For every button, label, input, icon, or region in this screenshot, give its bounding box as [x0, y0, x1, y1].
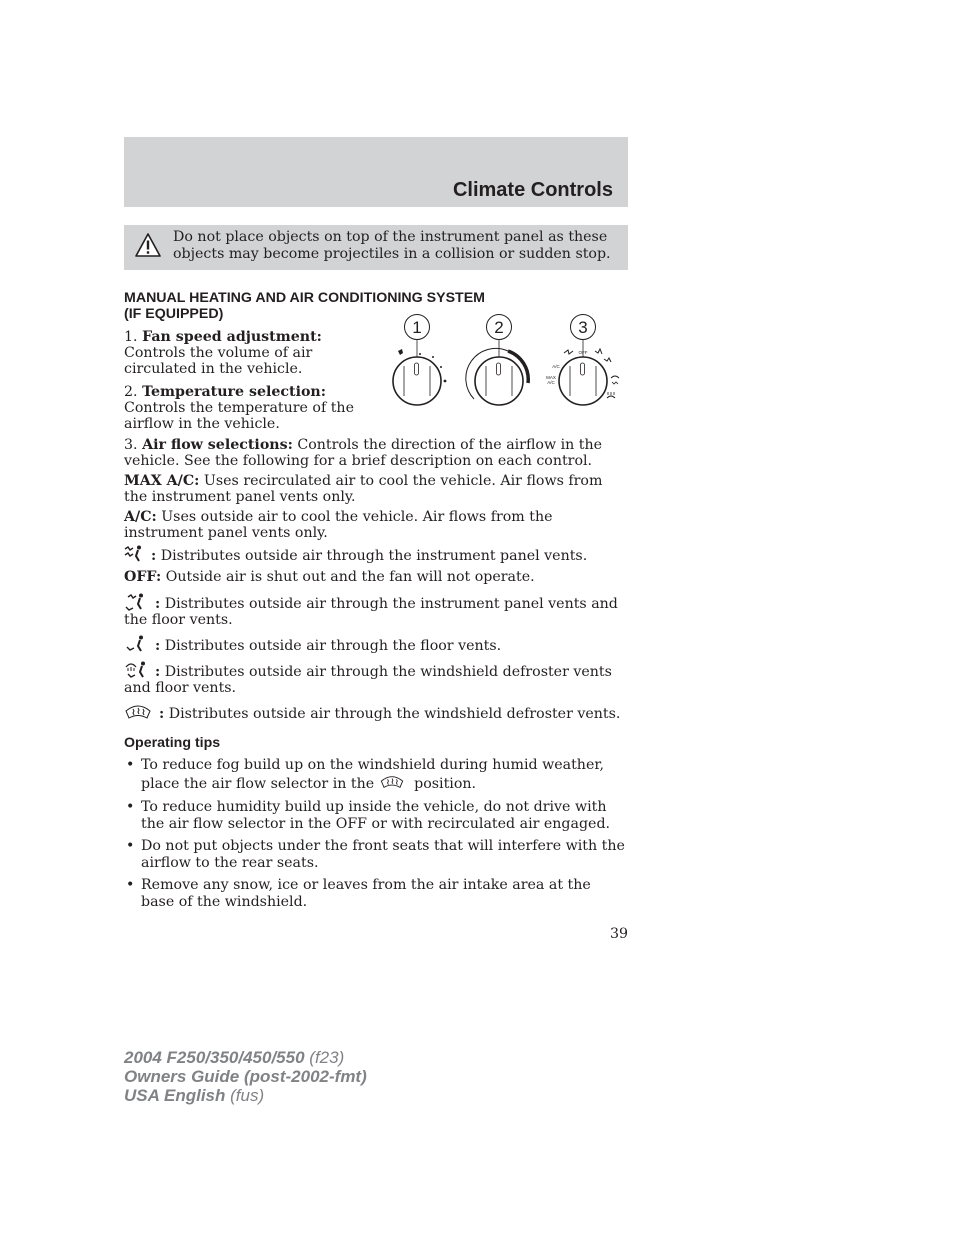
svg-text:MAX: MAX: [546, 375, 556, 380]
fan-speed-knob: [393, 349, 446, 405]
mode-defrost: [124, 703, 628, 722]
item-fan-speed-label: Fan speed adjustment:: [142, 329, 322, 345]
tip-item-3: • Do not put objects under the front seats that will interfere with the airflow to the rear seats.: [126, 838, 625, 871]
svg-text:3: 3: [578, 318, 588, 337]
svg-text:2: 2: [494, 318, 504, 337]
tip-item-1: • To reduce fog build up on the windshield during humid weather, place the air flow selector in the position.: [126, 757, 605, 792]
mode-floor: [124, 635, 628, 654]
item-air-flow: 3. Air flow selections: Controls the direction of the airflow in the vehicle. See the following for a brief description on each control.: [124, 437, 603, 469]
callout-1: [405, 315, 430, 360]
mode-panel-label: :: [146, 548, 157, 564]
tip-item-4: • Remove any snow, ice or leaves from the air intake area at the base of the windshield.: [126, 877, 591, 910]
footer-line-1: 2004 F250/350/450/550 (f23): [124, 1048, 345, 1067]
page-title: Climate Controls: [452, 179, 613, 201]
mode-defrost-label: :: [154, 706, 165, 722]
svg-text:OFF: OFF: [578, 350, 588, 355]
mode-off-label: OFF:: [124, 569, 162, 585]
item-air-flow-text: Controls the direction of the airflow in the vehicle. See the following for a brief description on each control.: [124, 437, 603, 469]
tip-item-2: • To reduce humidity build up inside the vehicle, do not drive with the air flow selector in the OFF or with recirculated air engaged.: [126, 799, 611, 832]
section-heading-line2: (IF EQUIPPED): [124, 306, 224, 322]
mode-off: [124, 569, 628, 585]
mode-panel-text: Distributes outside air through the instrument panel vents.: [156, 548, 588, 564]
mode-max-ac: [124, 473, 628, 505]
air-flow-knob: [546, 349, 619, 405]
panel-floor-vent-icon: [124, 593, 148, 611]
panel-vent-icon: [124, 545, 144, 563]
mode-ac-text: Uses outside air to cool the vehicle. Air flows from the instrument panel vents only.: [124, 509, 553, 541]
section-heading-line1: MANUAL HEATING AND AIR CONDITIONING SYSTEM: [124, 290, 485, 306]
item-fan-speed-text: Controls the volume of air circulated in the vehicle.: [124, 345, 313, 377]
svg-text:A/C: A/C: [547, 380, 555, 385]
operating-tips-heading: Operating tips: [124, 735, 221, 751]
mode-ac-label: A/C:: [124, 509, 157, 525]
svg-text:A/C: A/C: [552, 364, 560, 369]
item-temperature: 2. Temperature selection: Controls the temperature of the airflow in the vehicle.: [124, 384, 354, 432]
footer-line-3: USA English (fus): [124, 1086, 265, 1105]
warning-box: [124, 225, 628, 270]
defrost-icon: [124, 703, 152, 721]
mode-panel-floor: [124, 593, 628, 628]
mode-off-text: Outside air is shut out and the fan will not operate.: [161, 569, 535, 585]
mode-floor-defrost: [124, 661, 628, 696]
warning-triangle-icon: [135, 232, 161, 258]
footer-line-2: Owners Guide (post-2002-fmt): [124, 1067, 367, 1086]
page-number: 39: [609, 926, 628, 942]
item-fan-speed: 1. Fan speed adjustment: Controls the volume of air circulated in the vehicle.: [124, 329, 322, 377]
warning-text: Do not place objects on top of the instrument panel as these objects may become projectiles in a collision or sudden stop.: [173, 229, 611, 262]
svg-text:1: 1: [412, 318, 422, 337]
mode-floor-defrost-text: Distributes outside air through the windshield defroster vents and floor vents.: [124, 664, 612, 696]
floor-vent-icon: [124, 635, 148, 653]
mode-panel: [124, 545, 628, 564]
mode-max-ac-label: MAX A/C:: [124, 473, 200, 489]
header-band: [124, 137, 628, 207]
defrost-icon: [378, 774, 406, 790]
mode-ac: [124, 509, 628, 541]
item-temperature-text: Controls the temperature of the airflow in the vehicle.: [124, 400, 354, 432]
mode-panel-floor-text: Distributes outside air through the instrument panel vents and the floor vents.: [124, 596, 618, 628]
document-footer: [124, 1048, 367, 1105]
item-air-flow-label: Air flow selections:: [142, 437, 293, 453]
mode-floor-text: Distributes outside air through the floor vents.: [160, 638, 502, 654]
item-temperature-label: Temperature selection:: [142, 384, 326, 400]
mode-defrost-text: Distributes outside air through the windshield defroster vents.: [164, 706, 621, 722]
climate-knobs-diagram: [388, 311, 628, 411]
mode-max-ac-text: Uses recirculated air to cool the vehicle. Air flows from the instrument panel vents only.: [124, 473, 603, 505]
temperature-knob: [466, 348, 528, 405]
floor-defrost-vent-icon: [124, 661, 148, 679]
mode-floor-defrost-label: :: [150, 664, 161, 680]
mode-floor-label: :: [150, 638, 161, 654]
mode-panel-floor-label: :: [150, 596, 161, 612]
